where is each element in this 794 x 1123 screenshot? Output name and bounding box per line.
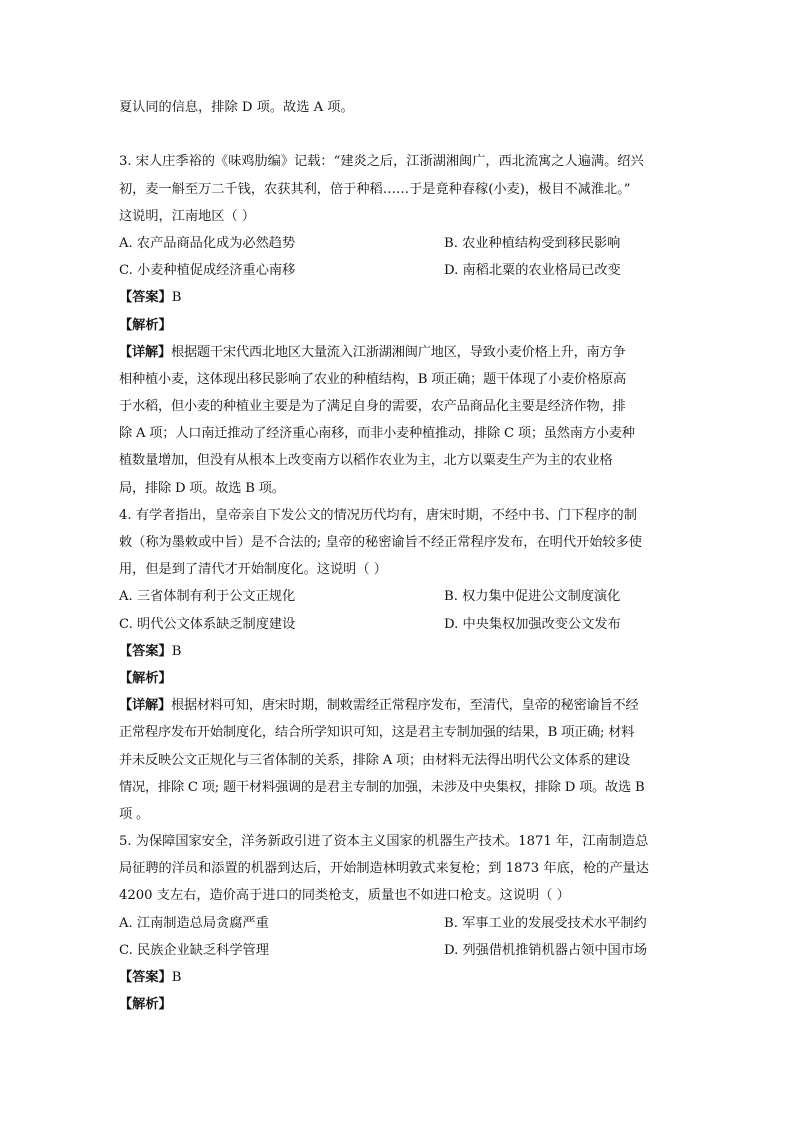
analysis-line bbox=[119, 991, 679, 1018]
question-5 bbox=[119, 828, 679, 1018]
question-stem-line: 3. 宋人庄季裕的《味鸡肋编》记载：“建炎之后，江浙湖湘闽广，西北流寓之人遍满。绍兴 bbox=[119, 154, 644, 170]
question-stem-line: 4. 有学者指出，皇帝亲自下发公文的情况历代均有，唐宋时期，不经中书、门下程序的制 bbox=[119, 507, 637, 523]
answer-tag: 【答案】 bbox=[119, 643, 172, 659]
question-3 bbox=[119, 148, 679, 501]
option-c: C. 民族企业缺乏科学管理 bbox=[119, 942, 269, 958]
detail-tag: 【详解】 bbox=[119, 698, 171, 714]
option-c: C. 小麦种植促成经济重心南移 bbox=[119, 263, 296, 279]
question-stem-line: 这说明，江南地区（ ） bbox=[119, 208, 256, 224]
question-4 bbox=[119, 502, 679, 828]
detail-line: 项 。 bbox=[119, 806, 149, 822]
options-row bbox=[119, 937, 679, 964]
question-stem-line: 初，麦一斛至万二千钱，农获其利，倍于种稻……于是竟种春稼(小麦)，极目不减淮北。” bbox=[119, 181, 631, 197]
option-d: D. 南稻北粟的农业格局已改变 bbox=[444, 263, 621, 279]
option-b: B. 农业种植结构受到移民影响 bbox=[444, 235, 621, 251]
detail-line: 于水稻，但小麦的种植业主要是为了满足自身的需要，农产品商品化主要是经济作物，排 bbox=[119, 399, 626, 415]
option-b: B. 权力集中促进公文制度演化 bbox=[444, 589, 621, 605]
document-page bbox=[119, 94, 679, 1018]
analysis-line bbox=[119, 312, 679, 339]
options-row bbox=[119, 583, 679, 610]
answer-line bbox=[119, 284, 679, 311]
detail-line: 正常程序发布开始制度化，结合所学知识可知，这是君主专制加强的结果，B 项正确; 材料 bbox=[119, 725, 635, 741]
analysis-tag: 【解析】 bbox=[119, 317, 172, 333]
question-stem-line: 用，但是到了清代才开始制度化。这说明（ ） bbox=[119, 562, 387, 578]
options-row bbox=[119, 230, 679, 257]
option-d: D. 中央集权加强改变公文发布 bbox=[444, 616, 621, 632]
answer-tag: 【答案】 bbox=[119, 290, 172, 306]
detail-line: 情况，排除 C 项; 题干材料强调的是君主专制的加强，未涉及中央集权，排除 D 项。故选 B bbox=[119, 779, 645, 795]
question-stem-line: 局征聘的洋员和添置的机器到达后，开始制造林明敦式来复枪；到 1873 年底，枪的产量达 bbox=[119, 861, 649, 877]
detail-line: 相种植小麦，这体现出移民影响了农业的种植结构，B 项正确；题干体现了小麦价格原高 bbox=[119, 371, 627, 387]
answer-tag: 【答案】 bbox=[119, 970, 172, 985]
options-row bbox=[119, 611, 679, 638]
intro-line: 夏认同的信息，排除 D 项。故选 A 项。 bbox=[119, 100, 354, 115]
detail-text: 根据材料可知，唐宋时期，制敕需经正常程序发布，至清代，皇帝的秘密谕旨不经 bbox=[170, 698, 639, 714]
question-stem-line: 敕（称为墨敕或中旨）是不合法的; 皇帝的秘密谕旨不经正常程序发布，在明代开始较多使 bbox=[119, 535, 642, 550]
detail-line bbox=[119, 339, 679, 366]
detail-line: 并未反映公文正规化与三省体制的关系，排除 A 项；由材料无法得出明代公文体系的建设 bbox=[119, 752, 630, 768]
answer-value: B bbox=[171, 290, 182, 306]
detail-line: 植数量增加，但没有从根本上改变南方以稻作农业为主，北方以粟麦生产为主的农业格 bbox=[119, 453, 613, 469]
question-stem-line: 5. 为保障国家安全，洋务新政引进了资本主义国家的机器生产技术。1871 年，江南制造总 bbox=[119, 834, 649, 850]
analysis-line bbox=[119, 665, 679, 692]
options-row bbox=[119, 910, 679, 937]
answer-line bbox=[119, 638, 679, 665]
analysis-tag: 【解析】 bbox=[119, 997, 172, 1013]
answer-line bbox=[119, 964, 679, 991]
spacer bbox=[119, 121, 679, 148]
answer-value: B bbox=[171, 643, 182, 659]
options-row bbox=[119, 257, 679, 284]
detail-line: 除 A 项；人口南迁推动了经济重心南移，而非小麦种植推动，排除 C 项；虽然南方小麦种 bbox=[119, 426, 635, 442]
option-c: C. 明代公文体系缺乏制度建设 bbox=[119, 616, 296, 632]
option-d: D. 列强借机推销机器占领中国市场 bbox=[444, 942, 648, 958]
detail-text: 根据题干宋代西北地区大量流入江浙湖湘闽广地区，导致小麦价格上升，南方争 bbox=[170, 344, 626, 360]
option-a: A. 三省体制有利于公文正规化 bbox=[119, 589, 296, 605]
analysis-tag: 【解析】 bbox=[119, 670, 172, 686]
answer-value: B bbox=[171, 970, 182, 985]
option-a: A. 农产品商品化成为必然趋势 bbox=[119, 235, 296, 251]
option-a: A. 江南制造总局贪腐严重 bbox=[119, 915, 269, 931]
detail-line bbox=[119, 692, 679, 719]
detail-tag: 【详解】 bbox=[119, 344, 171, 360]
detail-line: 局，排除 D 项。故选 B 项。 bbox=[119, 480, 285, 496]
option-b: B. 军事工业的发展受技术水平制约 bbox=[444, 915, 647, 931]
question-stem-line: 4200 支左右，造价高于进口的同类枪支，质量也不如进口枪支。这说明（ ） bbox=[119, 888, 570, 904]
